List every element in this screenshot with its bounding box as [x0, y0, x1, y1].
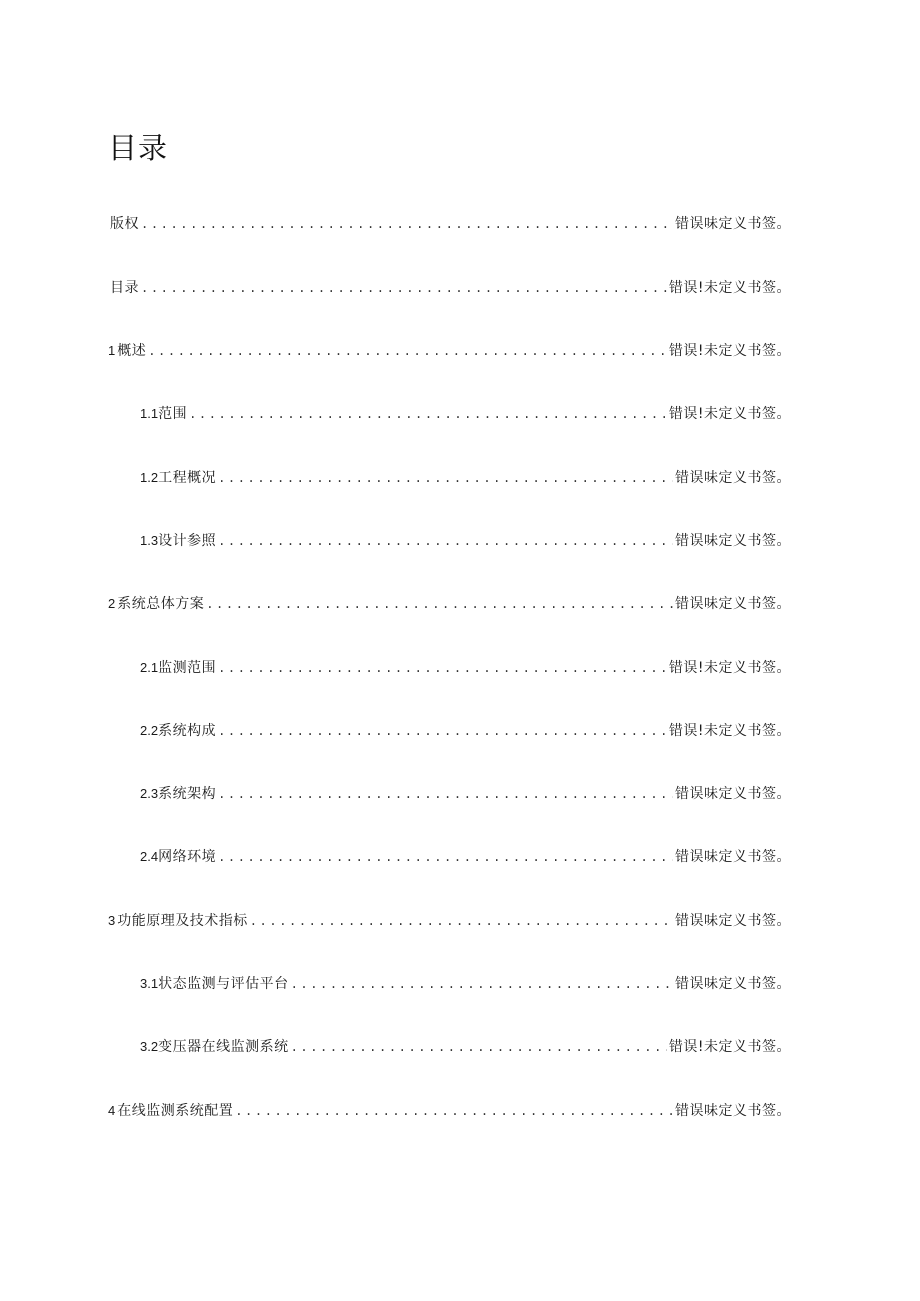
toc-entry-title: 变压器在线监测系统 — [158, 1039, 289, 1055]
toc-entry[interactable] — [140, 782, 791, 806]
toc-dot-leader — [141, 212, 673, 236]
toc-entry-page: 错误味定义书签。 — [675, 216, 791, 232]
toc-entry-number: 4 — [108, 1103, 116, 1118]
toc-entry[interactable] — [140, 402, 791, 426]
toc-dot-leader — [291, 972, 673, 996]
toc-entry-page: 错误味定义书签。 — [675, 913, 791, 929]
toc-entry-page: 错误味定义书签。 — [675, 533, 791, 549]
toc-entry[interactable] — [108, 339, 791, 363]
toc-entry-title: 工程概况 — [158, 470, 217, 486]
toc-entry-title: 概述 — [117, 343, 147, 359]
toc-entry-page: 错误味定义书签。 — [675, 596, 791, 612]
toc-entry-page: 错误味定义书签。 — [675, 849, 791, 865]
toc-entry-number: 2.1 — [140, 660, 159, 675]
toc-entry[interactable] — [140, 466, 791, 490]
toc-entry-number: 3.2 — [140, 1039, 159, 1054]
toc-entry-number: 1.1 — [140, 406, 159, 421]
toc-entry-title: 版权 — [110, 216, 139, 232]
toc-entry-number: 2.3 — [140, 786, 159, 801]
toc-entry[interactable] — [140, 719, 791, 743]
toc-entry[interactable] — [140, 529, 791, 553]
toc-entry-page: 错误味定义书签。 — [675, 1103, 791, 1119]
toc-entry[interactable] — [108, 592, 791, 616]
toc-entry-title: 设计参照 — [158, 533, 217, 549]
toc-dot-leader — [218, 466, 673, 490]
toc-entry[interactable] — [140, 1035, 791, 1059]
toc-entry[interactable] — [108, 1099, 791, 1123]
toc-entry-number: 2.4 — [140, 849, 159, 864]
toc-dot-leader — [189, 402, 667, 426]
toc-entry-number: 2.2 — [140, 723, 159, 738]
toc-dot-leader — [148, 339, 667, 363]
toc-entry-title: 状态监测与评估平台 — [158, 976, 289, 992]
page-title: 目录 — [108, 131, 169, 165]
toc-entry-page: 错误!未定义书签。 — [668, 723, 791, 739]
toc-entry-title: 功能原理及技术指标 — [117, 913, 248, 929]
toc-entry-title: 范围 — [158, 406, 188, 422]
toc-entry-page: 错误味定义书签。 — [675, 786, 791, 802]
toc-entry-title: 网络环境 — [158, 849, 217, 865]
toc-dot-leader — [218, 845, 673, 869]
toc-entry[interactable] — [108, 276, 791, 300]
toc-entry-page: 错误!未定义书签。 — [668, 660, 791, 676]
toc-entry-page: 错误味定义书签。 — [675, 976, 791, 992]
toc-entry-page: 错误!未定义书签。 — [668, 1039, 791, 1055]
toc-entry-title: 系统总体方案 — [117, 596, 205, 612]
toc-dot-leader — [235, 1099, 673, 1123]
toc-dot-leader — [141, 276, 667, 300]
toc-entry-page: 错误味定义书签。 — [675, 470, 791, 486]
toc-entry-title: 目录 — [110, 280, 139, 296]
toc-dot-leader — [206, 592, 673, 616]
toc-entry-number: 1 — [108, 343, 116, 358]
toc-entry-title: 系统构成 — [158, 723, 217, 739]
toc-entry-number: 1.3 — [140, 533, 159, 548]
toc-entry[interactable] — [140, 972, 791, 996]
toc-dot-leader — [218, 656, 667, 680]
toc-entry[interactable] — [140, 845, 791, 869]
toc-entry-title: 系统架构 — [158, 786, 217, 802]
toc-entry-title: 在线监测系统配置 — [117, 1103, 234, 1119]
toc-dot-leader — [250, 909, 673, 933]
toc-entry[interactable] — [140, 656, 791, 680]
toc-entry-page: 错误!未定义书签。 — [668, 280, 791, 296]
toc-dot-leader — [291, 1035, 667, 1059]
toc-entry[interactable] — [108, 909, 791, 933]
toc-entry-title: 监测范围 — [158, 660, 217, 676]
toc-entry-page: 错误!未定义书签。 — [668, 406, 791, 422]
toc-entry[interactable] — [108, 212, 791, 236]
toc-dot-leader — [218, 782, 673, 806]
toc-entry-page: 错误!未定义书签。 — [668, 343, 791, 359]
toc-entry-number: 3.1 — [140, 976, 159, 991]
toc-dot-leader — [218, 719, 667, 743]
toc-entry-number: 2 — [108, 596, 116, 611]
toc-entry-number: 3 — [108, 913, 116, 928]
toc-entry-number: 1.2 — [140, 470, 159, 485]
toc-dot-leader — [218, 529, 673, 553]
